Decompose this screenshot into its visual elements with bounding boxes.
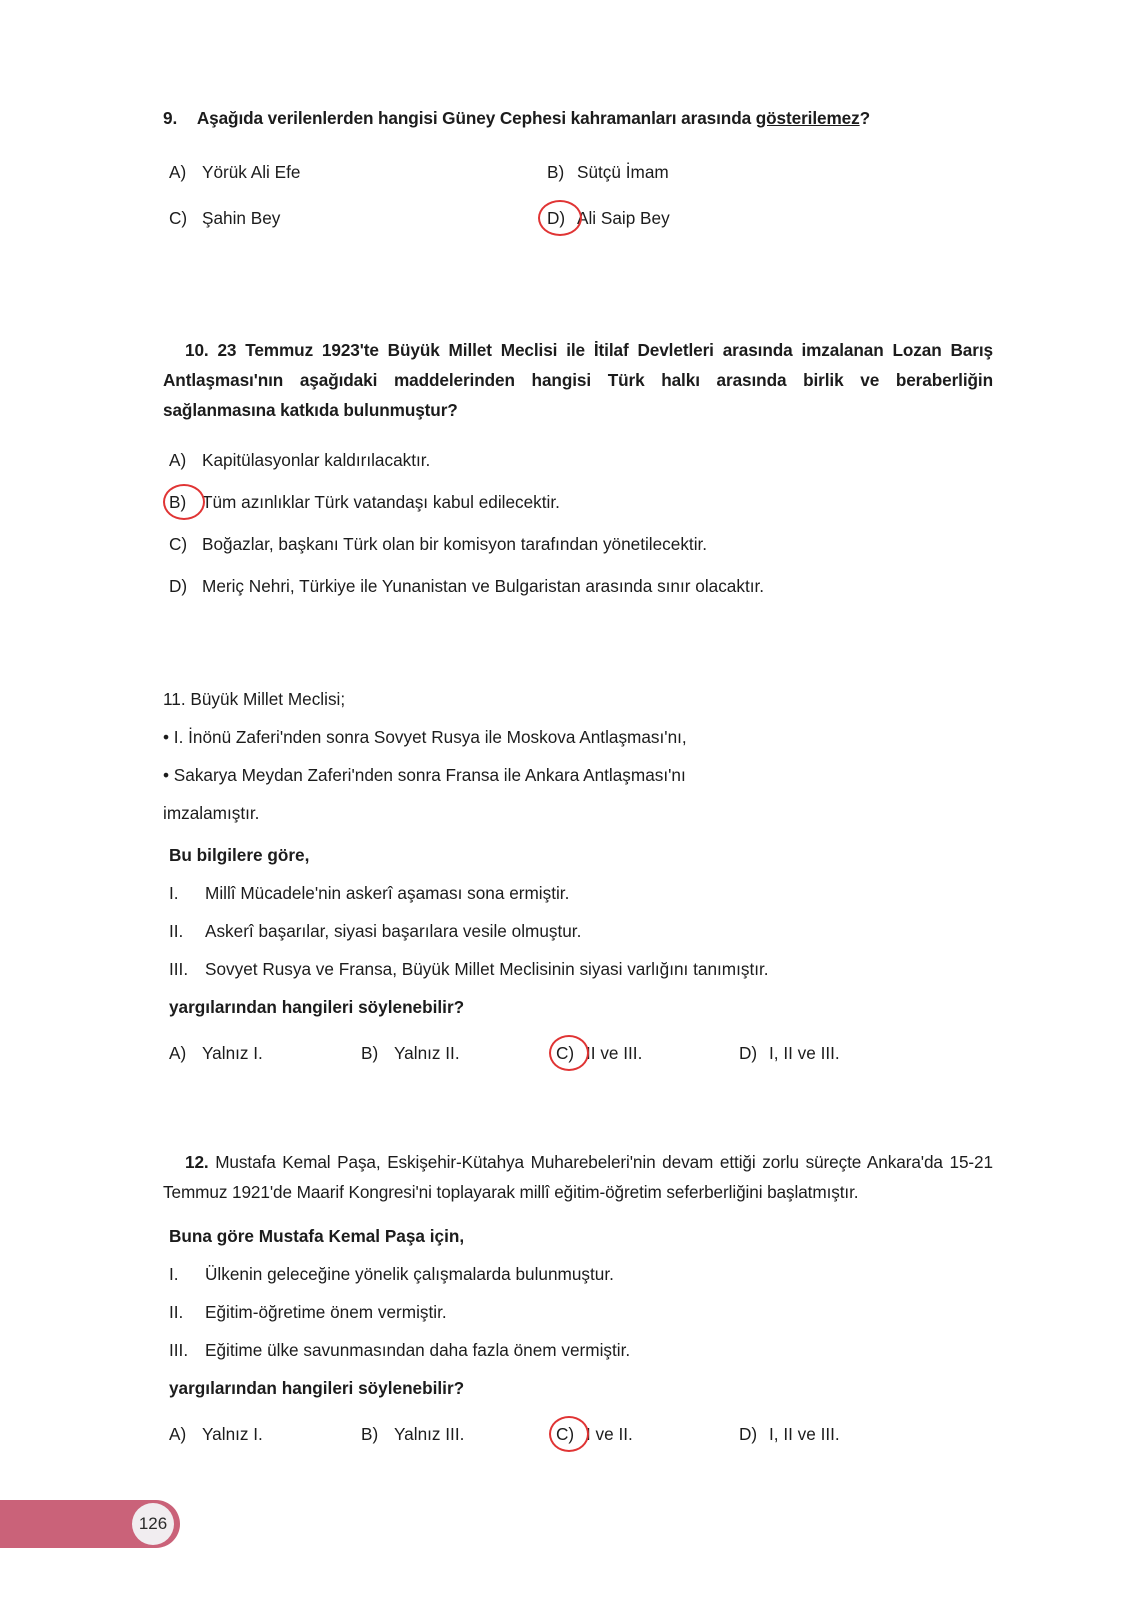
- question-10-stem: [163, 335, 993, 425]
- question-12-option-row: [163, 1415, 993, 1453]
- roman-text-1: Millî Mücadele'nin askerî aşaması sona ermiştir.: [205, 883, 570, 903]
- roman-numeral-1: I.: [169, 883, 179, 903]
- question-10-option-c[interactable]: [163, 525, 993, 563]
- option-c-label: C): [556, 1424, 575, 1444]
- option-c-text: II ve III.: [586, 1043, 643, 1063]
- question-11-closing: imzalamıştır.: [163, 803, 260, 823]
- option-d-label: D): [739, 1424, 758, 1444]
- question-12-number: 12.: [185, 1152, 209, 1172]
- question-12-option-b[interactable]: [361, 1415, 464, 1453]
- question-12-roman-3: [163, 1331, 993, 1369]
- option-c-label: C): [556, 1043, 575, 1063]
- question-9-stem-tail: ?: [859, 108, 871, 128]
- question-11-option-row: [163, 1034, 993, 1072]
- option-b-text: Tüm azınlıklar Türk vatandaşı kabul edilecektir.: [202, 492, 560, 512]
- option-a-label: A): [169, 162, 187, 182]
- roman-text-3: Eğitime ülke savunmasından daha fazla önem vermiştir.: [205, 1340, 631, 1360]
- roman-text-3: Sovyet Rusya ve Fransa, Büyük Millet Meclisinin siyasi varlığını tanımıştır.: [205, 959, 769, 979]
- question-11-lead-in: Bu bilgilere göre,: [169, 845, 310, 865]
- option-a-text: Yörük Ali Efe: [202, 162, 301, 182]
- question-9-option-a[interactable]: [169, 153, 300, 191]
- question-12-option-a[interactable]: [169, 1415, 263, 1453]
- option-b-label: B): [547, 162, 565, 182]
- option-c-text: I ve II.: [586, 1424, 633, 1444]
- option-a-label: A): [169, 1424, 187, 1444]
- question-12-roman-2: [163, 1293, 993, 1331]
- option-a-label: A): [169, 1043, 187, 1063]
- option-d-text: Ali Saip Bey: [577, 208, 670, 228]
- option-b-text: Yalnız II.: [394, 1043, 460, 1063]
- question-9-option-c[interactable]: [169, 199, 280, 237]
- question-10-option-a[interactable]: [163, 441, 993, 479]
- question-9-stem-emphasis: gösterilemez: [755, 108, 860, 128]
- option-d-text: I, II ve III.: [769, 1043, 840, 1063]
- option-b-label: B): [169, 492, 187, 512]
- question-11-bullet-1: • I. İnönü Zaferi'nden sonra Sovyet Rusya ile Moskova Antlaşması'nı,: [163, 727, 687, 747]
- option-a-label: A): [169, 450, 187, 470]
- roman-numeral-3: III.: [169, 1340, 189, 1360]
- roman-text-2: Eğitim-öğretime önem vermiştir.: [205, 1302, 447, 1322]
- question-10-stem-text: 23 Temmuz 1923'te Büyük Millet Meclisi ile İtilaf Devletleri arasında imzalanan Lozan Barış Antlaşması'nın aşağıdaki maddelerinden hangisi Türk halkı arasında birlik ve beraberliğin sağlanmasına katkıda bulunmuştur?: [163, 340, 993, 420]
- question-11-roman-3: [163, 950, 993, 988]
- question-10: [163, 335, 993, 605]
- question-11-roman-2: [163, 912, 993, 950]
- option-c-label: C): [169, 534, 188, 554]
- question-10-option-d[interactable]: [163, 567, 993, 605]
- question-12-option-d[interactable]: [739, 1415, 840, 1453]
- question-9-stem: [163, 103, 993, 133]
- question-12: [163, 1147, 993, 1453]
- question-11: [163, 680, 993, 1072]
- question-12-prompt: yargılarından hangileri söylenebilir?: [169, 1378, 465, 1398]
- question-9-option-row-2: [163, 199, 993, 237]
- roman-text-2: Askerî başarılar, siyasi başarılara vesile olmuştur.: [205, 921, 582, 941]
- option-a-text: Kapitülasyonlar kaldırılacaktır.: [202, 450, 431, 470]
- question-11-prompt: yargılarından hangileri söylenebilir?: [169, 997, 465, 1017]
- option-a-text: Yalnız I.: [202, 1043, 263, 1063]
- option-a-text: Yalnız I.: [202, 1424, 263, 1444]
- option-b-text: Yalnız III.: [394, 1424, 465, 1444]
- option-b-label: B): [361, 1424, 379, 1444]
- question-12-lead-in: Buna göre Mustafa Kemal Paşa için,: [169, 1226, 465, 1246]
- question-11-option-b[interactable]: [361, 1034, 460, 1072]
- option-d-text: Meriç Nehri, Türkiye ile Yunanistan ve Bulgaristan arasında sınır olacaktır.: [202, 576, 765, 596]
- option-d-text: I, II ve III.: [769, 1424, 840, 1444]
- question-9: [163, 103, 993, 237]
- question-9-option-d[interactable]: [547, 199, 670, 237]
- question-10-number: 10.: [185, 340, 209, 360]
- page-number-badge: 126: [132, 1503, 174, 1545]
- question-10-option-b[interactable]: [163, 483, 993, 521]
- question-9-stem-text: Aşağıda verilenlerden hangisi Güney Cephesi kahramanları arasında: [196, 108, 756, 128]
- roman-numeral-2: II.: [169, 1302, 184, 1322]
- option-b-label: B): [361, 1043, 379, 1063]
- option-b-text: Sütçü İmam: [577, 162, 669, 182]
- option-c-text: Boğazlar, başkanı Türk olan bir komisyon tarafından yönetilecektir.: [202, 534, 708, 554]
- question-11-option-d[interactable]: [739, 1034, 840, 1072]
- question-11-number: 11.: [163, 689, 186, 709]
- question-9-option-row-1: [163, 153, 993, 191]
- roman-numeral-3: III.: [169, 959, 189, 979]
- option-c-label: C): [169, 208, 188, 228]
- question-11-option-c[interactable]: [556, 1034, 642, 1072]
- question-12-option-c[interactable]: [556, 1415, 633, 1453]
- option-c-text: Şahin Bey: [202, 208, 281, 228]
- option-d-label: D): [169, 576, 188, 596]
- question-11-stem-text: Büyük Millet Meclisi;: [190, 689, 346, 709]
- option-d-label: D): [547, 208, 566, 228]
- roman-numeral-1: I.: [169, 1264, 179, 1284]
- question-12-stem-text: Mustafa Kemal Paşa, Eskişehir-Kütahya Muharebeleri'nin devam ettiği zorlu süreçte Ankara'da 15-21 Temmuz 1921'de Maarif Kongresi'ni toplayarak millî eğitim-öğretim seferberliğini başlatmıştır.: [163, 1152, 993, 1202]
- question-9-number: 9.: [163, 108, 178, 128]
- question-12-roman-1: [163, 1255, 993, 1293]
- roman-numeral-2: II.: [169, 921, 184, 941]
- option-d-label: D): [739, 1043, 758, 1063]
- question-11-stem: [163, 680, 993, 718]
- question-11-roman-1: [163, 874, 993, 912]
- question-12-stem: [163, 1147, 993, 1207]
- question-9-option-b[interactable]: [547, 153, 669, 191]
- question-11-bullet-2: • Sakarya Meydan Zaferi'nden sonra Fransa ile Ankara Antlaşması'nı: [163, 765, 686, 785]
- roman-text-1: Ülkenin geleceğine yönelik çalışmalarda bulunmuştur.: [205, 1264, 614, 1284]
- question-11-option-a[interactable]: [169, 1034, 263, 1072]
